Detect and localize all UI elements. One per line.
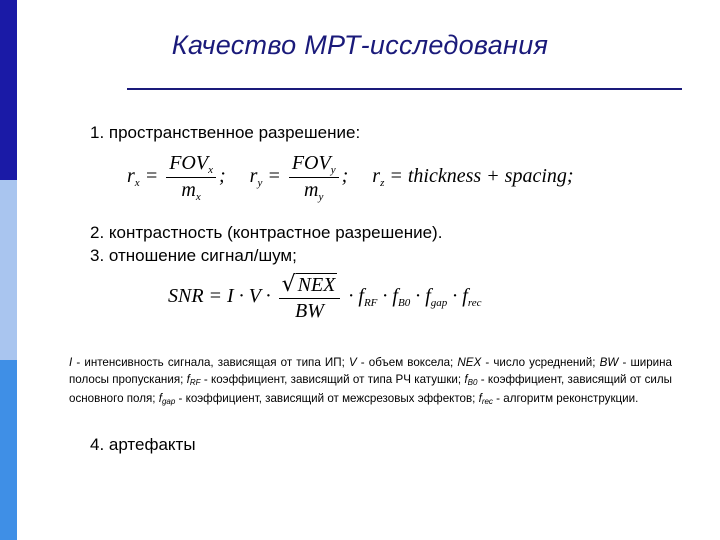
equals-sign: =: [267, 165, 281, 188]
list-item-spatial-resolution: 1. пространственное разрешение:: [90, 123, 361, 142]
f-b0-term: · $f_{B0}$: [382, 285, 411, 310]
fraction-fov-x: $\frac{FOV_x}{m_x}$: [166, 152, 216, 203]
ry-symbol: $r_y$: [249, 165, 263, 190]
list-item-artifacts: 4. артефакты: [90, 435, 196, 454]
equals-sign: =: [389, 165, 403, 188]
snr-lhs: SNR = I · V ·: [168, 285, 271, 308]
f-rec-term: · $f_{rec}$: [452, 285, 482, 310]
snr-formula: [168, 272, 481, 323]
rx-symbol: $r_x$: [127, 165, 140, 190]
list-item-contrast: 2. контрастность (контрастное разрешение).: [90, 223, 443, 242]
fraction-fov-y: $\frac{FOV_y}{m_y}$: [289, 152, 339, 203]
list-item-snr: 3. отношение сигнал/шум;: [90, 246, 297, 265]
equals-sign: =: [144, 165, 159, 188]
sidebar-accent: [0, 0, 17, 540]
snr-description: I - интенсивность сигнала, зависящая от типа ИП; V - объем воксела; NEX - число усреднений; BW - ширина полосы пропускания; $f_{RF}$ - коэффициент, зависящий от типа РЧ катушки; $f_{B0}$ - коэффициент, зависящий от силы основного поля; $f_{gap}$ - коэффициент, зависящий от межсрезовых эффектов; $f_{rec}$ - алгоритм реконструкции.: [69, 356, 672, 406]
sidebar-segment-bottom: [0, 360, 17, 540]
resolution-formula: [127, 152, 574, 203]
slide-title: Качество МРТ-исследования: [171, 30, 549, 60]
rz-expression: thickness + spacing;: [407, 165, 574, 188]
fraction-sqrt-nex-bw: $\frac{\text{√ NEX}}{BW}$: [279, 272, 341, 323]
rz-symbol: $r_z$: [372, 165, 385, 190]
separator: ;: [341, 165, 349, 188]
f-rf-term: · $f_{RF}$: [348, 285, 378, 310]
separator: ;: [218, 165, 226, 188]
sidebar-segment-top: [0, 0, 17, 180]
title-underline: [127, 88, 682, 90]
sidebar-segment-middle: [0, 180, 17, 360]
f-gap-term: · $f_{gap}$: [415, 285, 448, 310]
